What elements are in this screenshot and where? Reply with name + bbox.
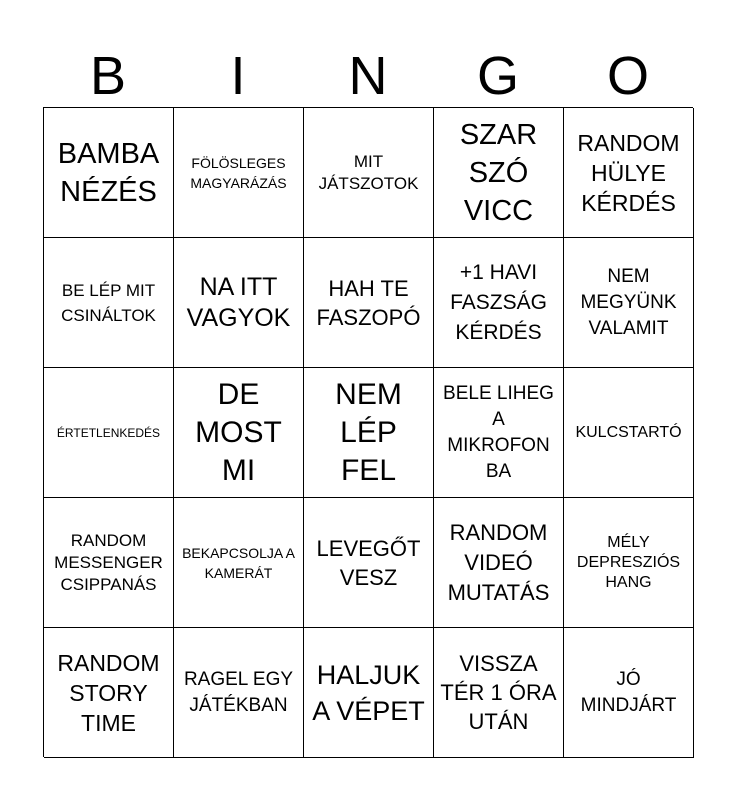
bingo-cell[interactable] xyxy=(434,498,564,628)
bingo-cell-label: NA ITT VAGYOK xyxy=(186,272,291,332)
bingo-cell[interactable] xyxy=(44,368,174,498)
header-letter-g: G xyxy=(476,46,519,106)
bingo-cell[interactable] xyxy=(564,628,694,758)
bingo-cell-label: MIT JÁTSZOTOK xyxy=(318,151,419,193)
bingo-cell[interactable] xyxy=(44,238,174,368)
bingo-cell-label: RANDOM STORY TIME xyxy=(57,649,160,736)
bingo-cell[interactable] xyxy=(304,498,434,628)
bingo-cell[interactable] xyxy=(304,628,434,758)
bingo-cell-label: DE MOST MI xyxy=(195,377,282,487)
header-letter-o: O xyxy=(606,46,649,106)
bingo-cell[interactable] xyxy=(304,108,434,238)
bingo-cell[interactable] xyxy=(174,368,304,498)
header-letter-i: I xyxy=(230,46,246,106)
bingo-cell[interactable] xyxy=(44,628,174,758)
bingo-cell-label: SZAR SZÓ VICC xyxy=(459,118,538,227)
bingo-cell-label: BEKAPCSOLJA A KAMERÁT xyxy=(182,544,295,581)
bingo-cell[interactable] xyxy=(564,238,694,368)
bingo-cell[interactable] xyxy=(304,238,434,368)
bingo-cell-label: BE LÉP MIT CSINÁLTOK xyxy=(61,280,156,325)
bingo-cell[interactable] xyxy=(174,238,304,368)
bingo-cell-label: RANDOM VIDEÓ MUTATÁS xyxy=(447,519,550,605)
bingo-cell[interactable] xyxy=(564,108,694,238)
bingo-cell[interactable] xyxy=(174,498,304,628)
bingo-cell[interactable] xyxy=(44,108,174,238)
bingo-cell[interactable] xyxy=(564,498,694,628)
bingo-cell-label: RAGEL EGY JÁTÉKBAN xyxy=(183,668,294,716)
bingo-cell-label: NEM MEGYÜNK VALAMIT xyxy=(580,265,677,339)
bingo-cell-label: BELE LIHEG A MIKROFON BA xyxy=(443,382,554,482)
bingo-cell-label: MÉLY DEPRESZIÓS HANG xyxy=(576,533,681,591)
bingo-header xyxy=(43,44,693,108)
bingo-board xyxy=(43,107,693,757)
bingo-cell[interactable] xyxy=(434,108,564,238)
bingo-cell-label: NEM LÉP FEL xyxy=(335,377,402,487)
bingo-cell[interactable] xyxy=(304,368,434,498)
bingo-cell-label: +1 HAVI FASZSÁG KÉRDÉS xyxy=(450,260,547,344)
bingo-cell-label: FÖLÖSLEGES MAGYARÁZÁS xyxy=(190,154,287,191)
bingo-cell-label: LEVEGŐT VESZ xyxy=(316,535,421,590)
bingo-cell-label: KULCSTARTÓ xyxy=(575,423,682,441)
bingo-cell[interactable] xyxy=(174,108,304,238)
bingo-cell-label: HALJUK A VÉPET xyxy=(312,659,425,726)
bingo-cell-label: ÉRTETLENKEDÉS xyxy=(56,425,161,440)
bingo-cell[interactable] xyxy=(434,238,564,368)
bingo-cell-label: BAMBA NÉZÉS xyxy=(57,137,160,208)
bingo-cell[interactable] xyxy=(44,498,174,628)
bingo-cell[interactable] xyxy=(174,628,304,758)
bingo-cell[interactable] xyxy=(564,368,694,498)
header-letter-n: N xyxy=(348,46,388,106)
bingo-cell[interactable] xyxy=(434,368,564,498)
bingo-cell-label: VISSZA TÉR 1 ÓRA UTÁN xyxy=(440,651,557,734)
bingo-cell-label: HAH TE FASZOPÓ xyxy=(316,275,421,330)
header-letter-b: B xyxy=(89,46,127,106)
bingo-cell[interactable] xyxy=(434,628,564,758)
bingo-cell-label: RANDOM HÜLYE KÉRDÉS xyxy=(577,129,680,216)
bingo-cell-label: JÓ MINDJÁRT xyxy=(580,668,677,716)
bingo-cell-label: RANDOM MESSENGER CSIPPANÁS xyxy=(54,530,163,594)
